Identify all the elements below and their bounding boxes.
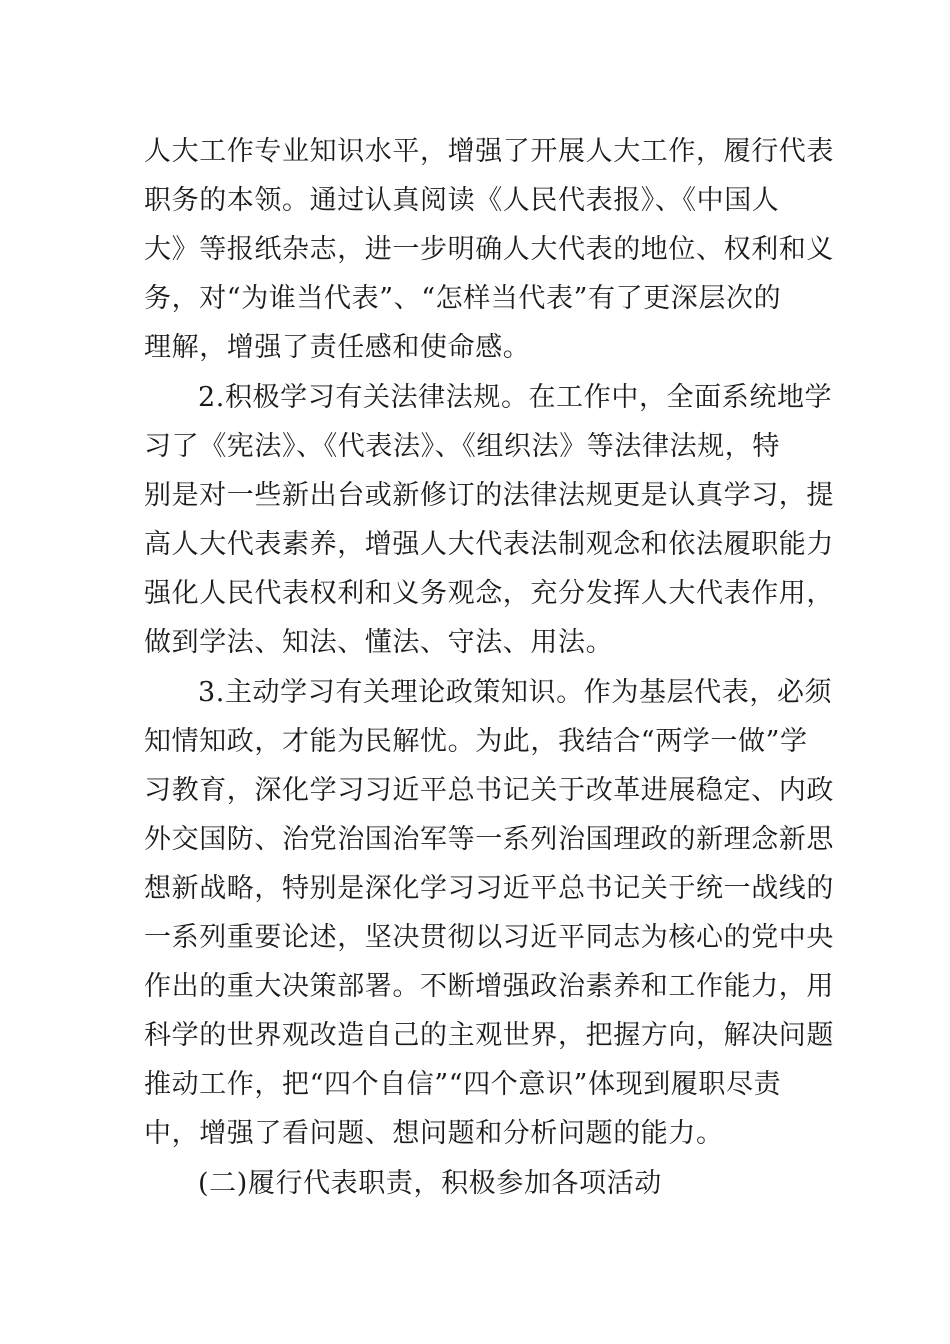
text-line: 科学的世界观改造自己的主观世界，把握方向，解决问题 [144, 1020, 834, 1051]
text-line: 作出的重大决策部署。不断增强政治素养和工作能力，用 [144, 971, 834, 1002]
text-line: 强化人民代表权利和义务观念，充分发挥人大代表作用， [144, 578, 834, 609]
section-heading: (二)履行代表职责，积极参加各项活动 [198, 1168, 662, 1199]
text-line: 职务的本领。通过认真阅读《人民代表报》、《中国人 [144, 185, 780, 216]
text-line: 中，增强了看问题、想问题和分析问题的能力。 [144, 1118, 724, 1149]
text-line: 理解，增强了责任感和使命感。 [144, 332, 531, 363]
text-line: 别是对一些新出台或新修订的法律法规更是认真学习，提 [144, 480, 834, 511]
text-line: 知情知政，才能为民解忧。为此，我结合“两学一做”学 [144, 726, 808, 757]
text-line: 高人大代表素养，增强人大代表法制观念和依法履职能力 [144, 529, 834, 560]
text-line: 想新战略，特别是深化学习习近平总书记关于统一战线的 [144, 873, 834, 904]
text-line: 习了《宪法》、《代表法》、《组织法》等法律法规，特 [144, 431, 780, 462]
text-line: 人大工作专业知识水平，增强了开展人大工作，履行代表 [144, 136, 834, 167]
paragraph-start-line: 2.积极学习有关法律法规。在工作中，全面系统地学 [198, 382, 833, 413]
text-line: 大》等报纸杂志，进一步明确人大代表的地位、权利和义 [144, 234, 834, 265]
text-line: 外交国防、治党治国治军等一系列治国理政的新理念新思 [144, 824, 834, 855]
text-line: 务，对“为谁当代表”、“怎样当代表”有了更深层次的 [144, 283, 782, 314]
paragraph-start-line: 3.主动学习有关理论政策知识。作为基层代表，必须 [198, 677, 833, 708]
text-line: 一系列重要论述，坚决贯彻以习近平同志为核心的党中央 [144, 922, 834, 953]
text-line: 推动工作，把“四个自信”“四个意识”体现到履职尽责 [144, 1069, 782, 1100]
text-line: 做到学法、知法、懂法、守法、用法。 [144, 627, 614, 658]
text-line: 习教育，深化学习习近平总书记关于改革进展稳定、内政 [144, 775, 834, 806]
